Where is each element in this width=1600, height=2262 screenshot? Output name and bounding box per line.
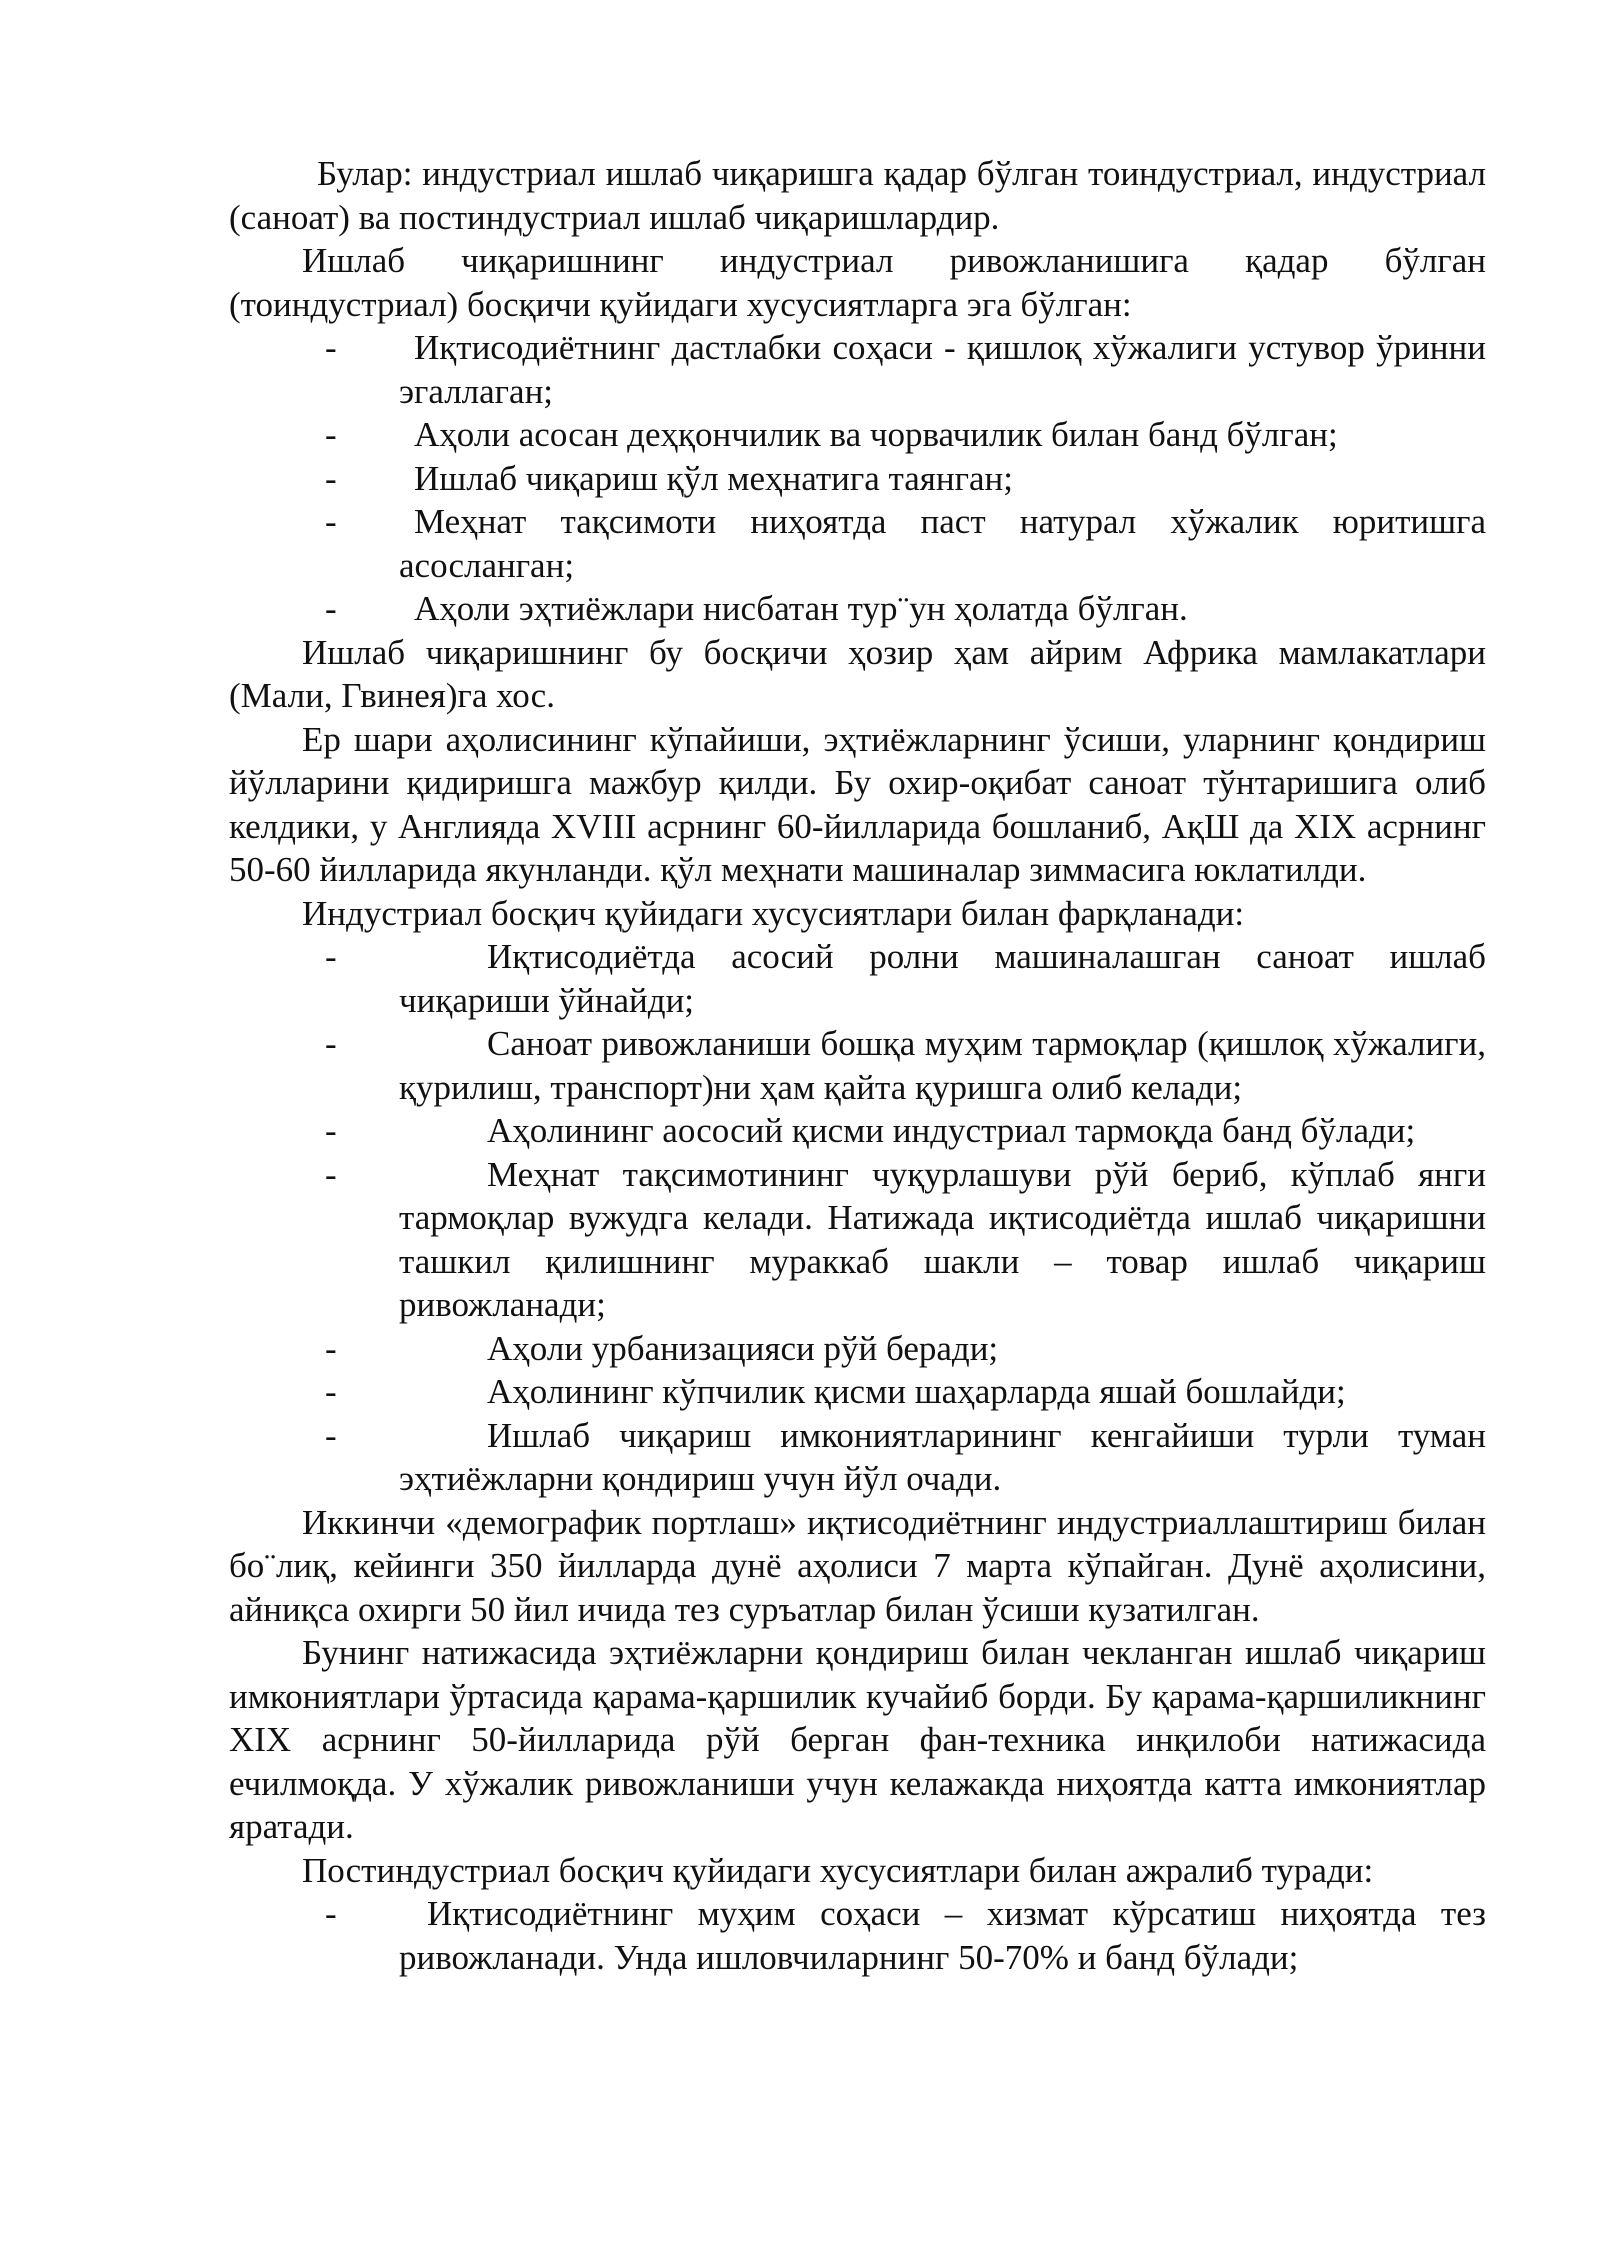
list-item-text: Аҳоли эҳтиёжлари нисбатан тур¨ун ҳолатда бўлган. <box>414 589 1188 628</box>
dash-marker: - <box>325 1894 337 1933</box>
list-item-text: Меҳнат тақсимоти ниҳоятда паст натурал хўжалик юритишга асосланган; <box>399 502 1486 585</box>
list-item <box>229 587 1486 631</box>
dash-marker: - <box>325 1154 337 1194</box>
list-item-text: Аҳолининг аососий қисми индустриал тармоқда банд бўлади; <box>487 1111 1416 1150</box>
list-item-text: Саноат ривожланиши бошқа муҳим тармоқлар (қишлоқ хўжалиги, қурилиш, транспорт)ни ҳам қайта қуришга олиб келади; <box>399 1024 1486 1107</box>
dash-marker: - <box>325 1111 337 1150</box>
list-item <box>229 1327 1486 1371</box>
list-item <box>229 1414 1486 1501</box>
dash-marker: - <box>325 1328 337 1368</box>
list-item-text: Иқтисодиётнинг муҳим соҳаси – хизмат кўрсатиш ниҳоятда тез ривожланади. Унда ишловчиларнинг 50-70% и банд бўлади; <box>399 1894 1486 1977</box>
list-item <box>229 1109 1486 1153</box>
paragraph-africa: Ишлаб чиқаришнинг бу босқичи ҳозир ҳам айрим Африка мамлакатлари (Мали, Гвинея)га хос. <box>229 632 1486 715</box>
list-item <box>229 500 1486 587</box>
list-item-text: Иқтисодиётнинг дастлабки соҳаси - қишлоқ хўжалиги устувор ўринни эгаллаган; <box>399 328 1486 411</box>
list-item <box>229 413 1486 457</box>
list-item <box>229 1022 1486 1109</box>
dash-marker: - <box>325 1024 337 1063</box>
list-item-text: Меҳнат тақсимотининг чуқурлашуви рўй бериб, кўплаб янги тармоқлар вужудга келади. Натижада иқтисодиётда ишлаб чиқаришни ташкил қилишнинг мураккаб шакли – товар ишлаб чиқариш ривожланади; <box>399 1154 1486 1324</box>
postindustrial-features-list <box>229 1892 1486 1979</box>
list-item-text: Ишлаб чиқариш қўл меҳнатига таянган; <box>414 458 1013 498</box>
dash-marker: - <box>325 1415 337 1455</box>
list-item <box>229 1370 1486 1414</box>
dash-marker: - <box>325 458 337 498</box>
paragraph-industrial-revolution: Ер шари аҳолисининг кўпайиши, эҳтиёжларнинг ўсиши, уларнинг қондириш йўлларини қидиришга мажбур қилди. Бу охир-оқибат саноат тўнтаришига олиб келдики, у Англияда XVIII асрнинг 60-йилларида бошланиб, АқШ да XIX асрнинг 50-60 йилларида якунланди. қўл меҳнати машиналар зиммасига юклатилди. <box>229 719 1486 889</box>
industrial-features-list <box>229 935 1486 1501</box>
dash-marker: - <box>325 589 337 628</box>
dash-marker: - <box>325 502 337 541</box>
list-item-text: Аҳолининг кўпчилик қисми шаҳарларда яшай бошлайди; <box>487 1372 1346 1411</box>
list-item <box>229 1153 1486 1327</box>
list-item-text: Аҳоли асосан деҳқончилик ва чорвачилик билан банд бўлган; <box>414 415 1338 454</box>
list-item <box>229 935 1486 1022</box>
paragraph-contradiction: Бунинг натижасида эҳтиёжларни қондириш билан чекланган ишлаб чиқариш имкониятлари ўртасида қарама-қаршилик кучайиб борди. Бу қарама-қаршиликнинг XIX асрнинг 50-йилларида рўй берган фан-техника инқилоби натижасида ечилмоқда. У хўжалик ривожланиши учун келажакда ниҳоятда катта имкониятлар яратади. <box>229 1633 1486 1846</box>
dash-marker: - <box>325 328 337 367</box>
list-item-text: Иқтисодиётда асосий ролни машиналашган саноат ишлаб чиқариши ўйнайди; <box>399 937 1486 1020</box>
paragraph-demographic-explosion: Иккинчи «демографик портлаш» иқтисодиётнинг индустриаллаштириш билан бо¨лиқ, кейинги 350 йилларда дунё аҳолиси 7 марта кўпайган. Дунё аҳолисини, айниқса охирги 50 йил ичида тез суръатлар билан ўсиши кузатилган. <box>229 1502 1486 1629</box>
dash-marker: - <box>325 415 337 454</box>
document-page <box>229 152 1486 1979</box>
dash-marker: - <box>325 1372 337 1411</box>
paragraph-industrial-heading: Индустриал босқич қуйидаги хусусиятлари билан фарқланади: <box>302 893 1245 933</box>
list-item-text: Аҳоли урбанизацияси рўй беради; <box>487 1328 999 1368</box>
paragraph-preindustrial-heading: Ишлаб чиқаришнинг индустриал ривожланишига қадар бўлган (тоиндустриал) босқичи қуйидаги хусусиятларга эга бўлган: <box>229 241 1486 324</box>
list-item <box>229 457 1486 501</box>
list-item <box>229 1892 1486 1979</box>
preindustrial-features-list <box>229 326 1486 631</box>
paragraph-postindustrial-heading: Постиндустриал босқич қуйидаги хусусиятлари билан ажралиб туради: <box>302 1850 1374 1890</box>
list-item <box>229 326 1486 413</box>
dash-marker: - <box>325 937 337 976</box>
paragraph-intro: Булар: индустриал ишлаб чиқаришга қадар бўлган тоиндустриал, индустриал (саноат) ва постиндустриал ишлаб чиқаришлардир. <box>229 154 1486 237</box>
list-item-text: Ишлаб чиқариш имкониятларининг кенгайиши турли туман эҳтиёжларни қондириш учун йўл очади. <box>399 1415 1486 1498</box>
